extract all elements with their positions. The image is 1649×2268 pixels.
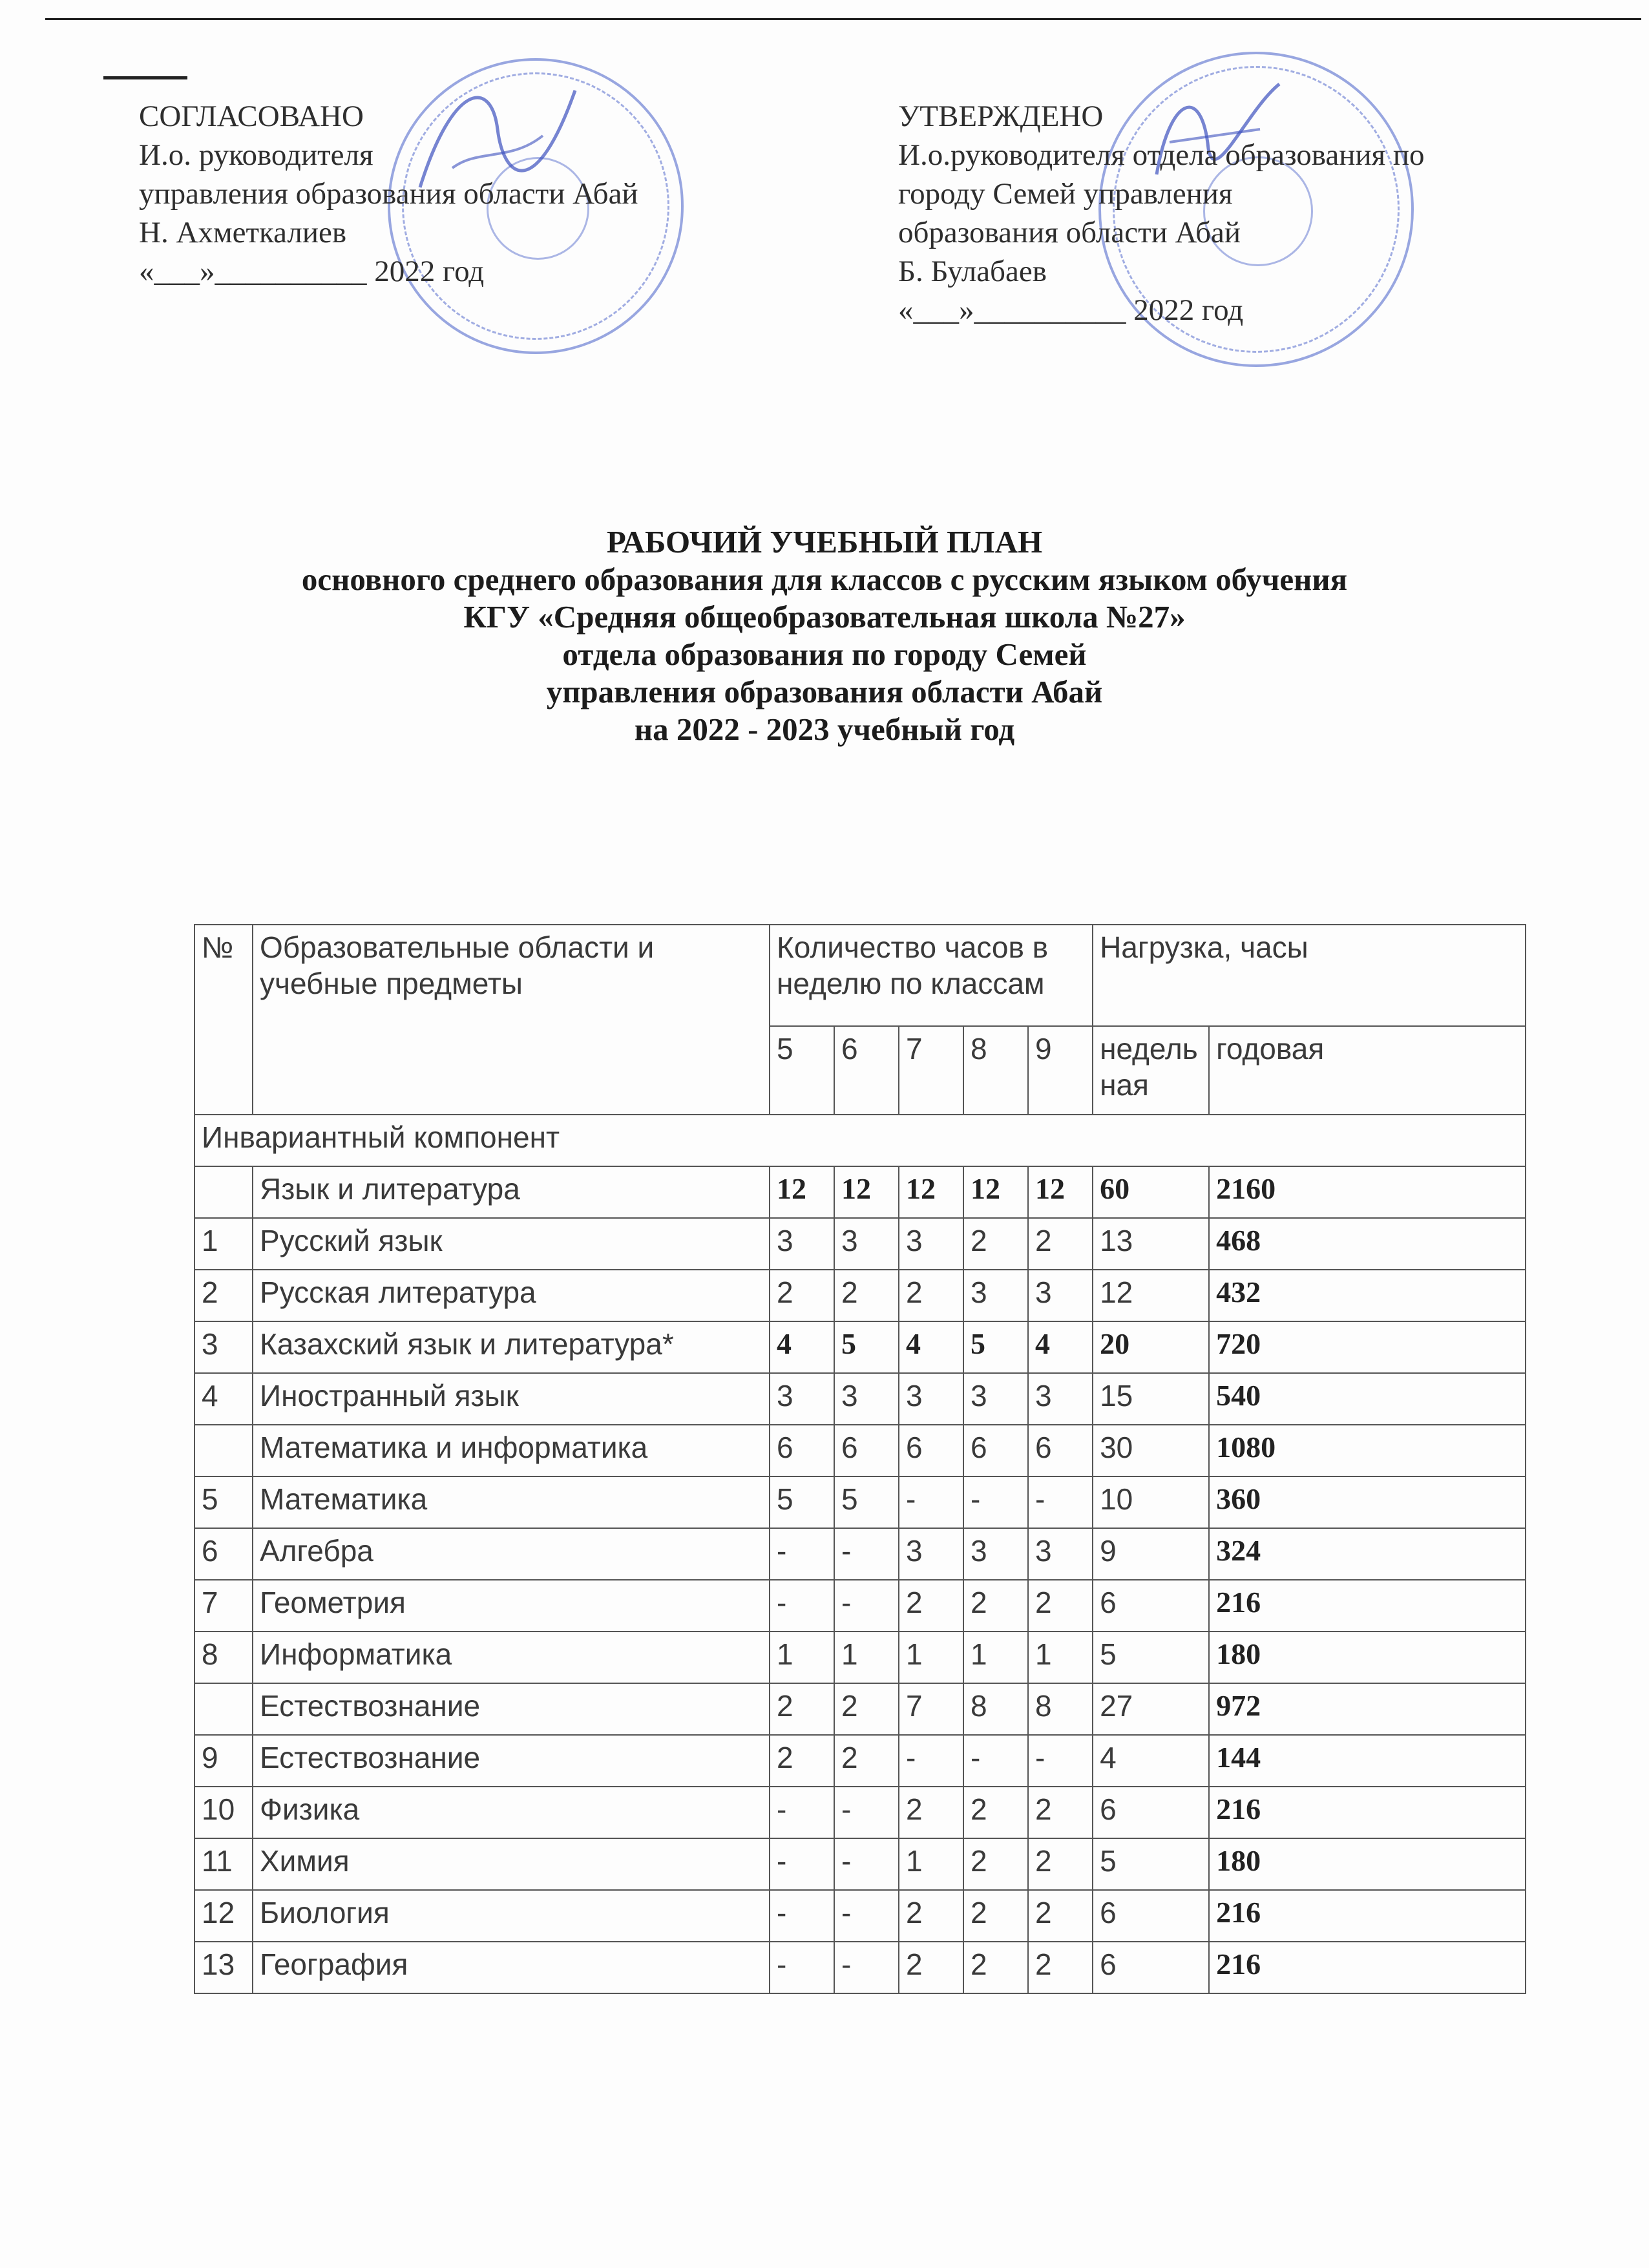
cell-name: Информатика: [253, 1632, 770, 1683]
cell-g9: 2: [1028, 1580, 1093, 1632]
cell-g8: 2: [963, 1890, 1028, 1942]
cell-g5: -: [770, 1942, 834, 1993]
top-rule: [45, 18, 1641, 20]
cell-g9: 4: [1028, 1321, 1093, 1373]
table-header-row: [194, 925, 1526, 1026]
cell-annual: 180: [1209, 1838, 1526, 1890]
cell-g7: 1: [899, 1632, 963, 1683]
cell-num: 6: [194, 1528, 253, 1580]
cell-g6: 2: [834, 1270, 899, 1321]
cell-g5: 2: [770, 1270, 834, 1321]
cell-g7: 4: [899, 1321, 963, 1373]
table-row: [194, 1528, 1526, 1580]
approval-line: Н. Ахметкалиев: [139, 216, 347, 249]
approval-heading: СОГЛАСОВАНО: [139, 100, 364, 133]
cell-g7: 12: [899, 1166, 963, 1218]
header-weekly: недель ная: [1093, 1026, 1209, 1115]
header-grade-7: 7: [899, 1026, 963, 1115]
cell-weekly: 10: [1093, 1476, 1209, 1528]
cell-annual: 144: [1209, 1735, 1526, 1787]
cell-g6: -: [834, 1942, 899, 1993]
cell-name: Русская литература: [253, 1270, 770, 1321]
table-row: [194, 1735, 1526, 1787]
header-grade-6: 6: [834, 1026, 899, 1115]
cell-g7: 2: [899, 1890, 963, 1942]
section-invariant: Инвариантный компонент: [194, 1115, 1526, 1166]
table-row: [194, 1425, 1526, 1476]
cell-g9: 12: [1028, 1166, 1093, 1218]
cell-weekly: 6: [1093, 1787, 1209, 1838]
cell-annual: 1080: [1209, 1425, 1526, 1476]
cell-annual: 432: [1209, 1270, 1526, 1321]
cell-weekly: 5: [1093, 1632, 1209, 1683]
cell-g8: 2: [963, 1580, 1028, 1632]
cell-g8: 3: [963, 1373, 1028, 1425]
cell-weekly: 12: [1093, 1270, 1209, 1321]
cell-g6: -: [834, 1838, 899, 1890]
cell-name: Иностранный язык: [253, 1373, 770, 1425]
approval-line: «___»__________ 2022 год: [898, 293, 1244, 327]
header-grade-5: 5: [770, 1026, 834, 1115]
table-row: [194, 1632, 1526, 1683]
cell-annual: 540: [1209, 1373, 1526, 1425]
cell-weekly: 4: [1093, 1735, 1209, 1787]
cell-name: Язык и литература: [253, 1166, 770, 1218]
cell-g7: -: [899, 1735, 963, 1787]
cell-g6: 6: [834, 1425, 899, 1476]
cell-num: 12: [194, 1890, 253, 1942]
cell-g9: 2: [1028, 1838, 1093, 1890]
cell-weekly: 20: [1093, 1321, 1209, 1373]
cell-weekly: 5: [1093, 1838, 1209, 1890]
cell-name: Физика: [253, 1787, 770, 1838]
cell-g5: -: [770, 1838, 834, 1890]
cell-g9: 3: [1028, 1528, 1093, 1580]
cell-g7: 2: [899, 1942, 963, 1993]
cell-num: 5: [194, 1476, 253, 1528]
cell-g7: 2: [899, 1580, 963, 1632]
table-row: [194, 1838, 1526, 1890]
cell-num: 10: [194, 1787, 253, 1838]
cell-g5: 3: [770, 1373, 834, 1425]
cell-g5: -: [770, 1580, 834, 1632]
approval-line: городу Семей управления: [898, 177, 1233, 211]
cell-g9: 8: [1028, 1683, 1093, 1735]
cell-g6: -: [834, 1528, 899, 1580]
cell-g6: 3: [834, 1218, 899, 1270]
document-title: [0, 523, 1649, 748]
title-line: РАБОЧИЙ УЧЕБНЫЙ ПЛАН: [606, 524, 1043, 560]
cell-num: [194, 1683, 253, 1735]
cell-g6: 5: [834, 1321, 899, 1373]
cell-weekly: 60: [1093, 1166, 1209, 1218]
table-row: [194, 1373, 1526, 1425]
cell-weekly: 30: [1093, 1425, 1209, 1476]
cell-annual: 216: [1209, 1787, 1526, 1838]
cell-weekly: 6: [1093, 1890, 1209, 1942]
cell-name: География: [253, 1942, 770, 1993]
cell-num: 13: [194, 1942, 253, 1993]
cell-annual: 2160: [1209, 1166, 1526, 1218]
cell-g5: -: [770, 1528, 834, 1580]
cell-weekly: 13: [1093, 1218, 1209, 1270]
cell-g9: 2: [1028, 1787, 1093, 1838]
cell-num: 9: [194, 1735, 253, 1787]
cell-name: Естествознание: [253, 1735, 770, 1787]
cell-g9: 2: [1028, 1218, 1093, 1270]
table-row: [194, 1787, 1526, 1838]
cell-g6: 3: [834, 1373, 899, 1425]
cell-g7: 2: [899, 1787, 963, 1838]
cell-g6: 1: [834, 1632, 899, 1683]
cell-g6: 2: [834, 1683, 899, 1735]
cell-g7: 3: [899, 1528, 963, 1580]
cell-g8: 2: [963, 1218, 1028, 1270]
cell-g7: 3: [899, 1218, 963, 1270]
table-row: [194, 1321, 1526, 1373]
cell-g9: 2: [1028, 1890, 1093, 1942]
cell-name: Химия: [253, 1838, 770, 1890]
approval-block-right: [898, 97, 1425, 330]
cell-g5: 2: [770, 1735, 834, 1787]
cell-g8: -: [963, 1476, 1028, 1528]
cell-annual: 216: [1209, 1890, 1526, 1942]
cell-g8: 2: [963, 1942, 1028, 1993]
cell-g6: -: [834, 1787, 899, 1838]
approval-line: И.о.руководителя отдела образования по: [898, 138, 1425, 172]
cell-g9: -: [1028, 1735, 1093, 1787]
cell-g6: -: [834, 1890, 899, 1942]
header-num: №: [194, 925, 253, 1115]
cell-g7: 1: [899, 1838, 963, 1890]
cell-weekly: 9: [1093, 1528, 1209, 1580]
cell-g5: -: [770, 1787, 834, 1838]
approval-line: управления образования области Абай: [139, 177, 638, 211]
corner-dash: [103, 76, 187, 79]
cell-name: Математика: [253, 1476, 770, 1528]
cell-g9: 2: [1028, 1942, 1093, 1993]
table-row: [194, 1942, 1526, 1993]
approval-line: «___»__________ 2022 год: [139, 255, 485, 288]
cell-num: 8: [194, 1632, 253, 1683]
cell-g9: 6: [1028, 1425, 1093, 1476]
title-line: на 2022 - 2023 учебный год: [634, 711, 1015, 747]
cell-g5: 5: [770, 1476, 834, 1528]
cell-g6: 5: [834, 1476, 899, 1528]
cell-g5: 6: [770, 1425, 834, 1476]
cell-name: Геометрия: [253, 1580, 770, 1632]
approval-line: образования области Абай: [898, 216, 1241, 249]
cell-num: 2: [194, 1270, 253, 1321]
cell-g8: 5: [963, 1321, 1028, 1373]
section-row: [194, 1115, 1526, 1166]
cell-g8: 1: [963, 1632, 1028, 1683]
cell-name: Естествознание: [253, 1683, 770, 1735]
table-row: [194, 1683, 1526, 1735]
cell-g9: -: [1028, 1476, 1093, 1528]
title-line: основного среднего образования для классов с русским языком обучения: [301, 562, 1348, 597]
cell-g5: 4: [770, 1321, 834, 1373]
table-row: [194, 1890, 1526, 1942]
table-row: [194, 1166, 1526, 1218]
header-weekly-by-grade: Количество часов в неделю по классам: [770, 925, 1093, 1026]
cell-num: 4: [194, 1373, 253, 1425]
cell-g5: -: [770, 1890, 834, 1942]
header-grade-8: 8: [963, 1026, 1028, 1115]
approval-heading: УТВЕРЖДЕНО: [898, 100, 1104, 133]
cell-annual: 180: [1209, 1632, 1526, 1683]
table-row: [194, 1580, 1526, 1632]
cell-g8: 3: [963, 1528, 1028, 1580]
cell-num: 1: [194, 1218, 253, 1270]
cell-g9: 1: [1028, 1632, 1093, 1683]
cell-g8: 6: [963, 1425, 1028, 1476]
cell-g5: 2: [770, 1683, 834, 1735]
cell-name: Казахский язык и литература*: [253, 1321, 770, 1373]
cell-g8: 2: [963, 1787, 1028, 1838]
cell-num: 7: [194, 1580, 253, 1632]
cell-annual: 468: [1209, 1218, 1526, 1270]
title-line: управления образования области Абай: [546, 674, 1103, 709]
cell-annual: 360: [1209, 1476, 1526, 1528]
cell-num: 11: [194, 1838, 253, 1890]
cell-weekly: 15: [1093, 1373, 1209, 1425]
cell-g7: -: [899, 1476, 963, 1528]
cell-annual: 216: [1209, 1942, 1526, 1993]
cell-g9: 3: [1028, 1270, 1093, 1321]
cell-g8: 2: [963, 1838, 1028, 1890]
approval-line: И.о. руководителя: [139, 138, 373, 172]
cell-num: [194, 1425, 253, 1476]
table-row: [194, 1218, 1526, 1270]
header-grade-9: 9: [1028, 1026, 1093, 1115]
cell-num: 3: [194, 1321, 253, 1373]
cell-g6: -: [834, 1580, 899, 1632]
approval-line: Б. Булабаев: [898, 255, 1047, 288]
title-line: КГУ «Средняя общеобразовательная школа №27»: [463, 599, 1186, 635]
approval-block-left: [139, 97, 638, 291]
cell-g7: 6: [899, 1425, 963, 1476]
cell-g7: 7: [899, 1683, 963, 1735]
cell-g8: -: [963, 1735, 1028, 1787]
cell-g5: 1: [770, 1632, 834, 1683]
cell-annual: 972: [1209, 1683, 1526, 1735]
cell-g8: 8: [963, 1683, 1028, 1735]
cell-g5: 3: [770, 1218, 834, 1270]
cell-name: Алгебра: [253, 1528, 770, 1580]
cell-name: Русский язык: [253, 1218, 770, 1270]
title-line: отдела образования по городу Семей: [562, 636, 1087, 672]
header-annual: годовая: [1209, 1026, 1526, 1115]
cell-g6: 2: [834, 1735, 899, 1787]
cell-annual: 720: [1209, 1321, 1526, 1373]
cell-g6: 12: [834, 1166, 899, 1218]
cell-g8: 3: [963, 1270, 1028, 1321]
cell-g9: 3: [1028, 1373, 1093, 1425]
cell-g7: 3: [899, 1373, 963, 1425]
header-subject: Образовательные области и учебные предметы: [253, 925, 770, 1115]
cell-annual: 324: [1209, 1528, 1526, 1580]
cell-weekly: 27: [1093, 1683, 1209, 1735]
cell-g5: 12: [770, 1166, 834, 1218]
cell-weekly: 6: [1093, 1942, 1209, 1993]
cell-name: Математика и информатика: [253, 1425, 770, 1476]
cell-annual: 216: [1209, 1580, 1526, 1632]
cell-g7: 2: [899, 1270, 963, 1321]
cell-g8: 12: [963, 1166, 1028, 1218]
curriculum-table: [194, 924, 1526, 1994]
table-row: [194, 1476, 1526, 1528]
cell-name: Биология: [253, 1890, 770, 1942]
header-load: Нагрузка, часы: [1093, 925, 1526, 1026]
table-row: [194, 1270, 1526, 1321]
cell-weekly: 6: [1093, 1580, 1209, 1632]
cell-num: [194, 1166, 253, 1218]
